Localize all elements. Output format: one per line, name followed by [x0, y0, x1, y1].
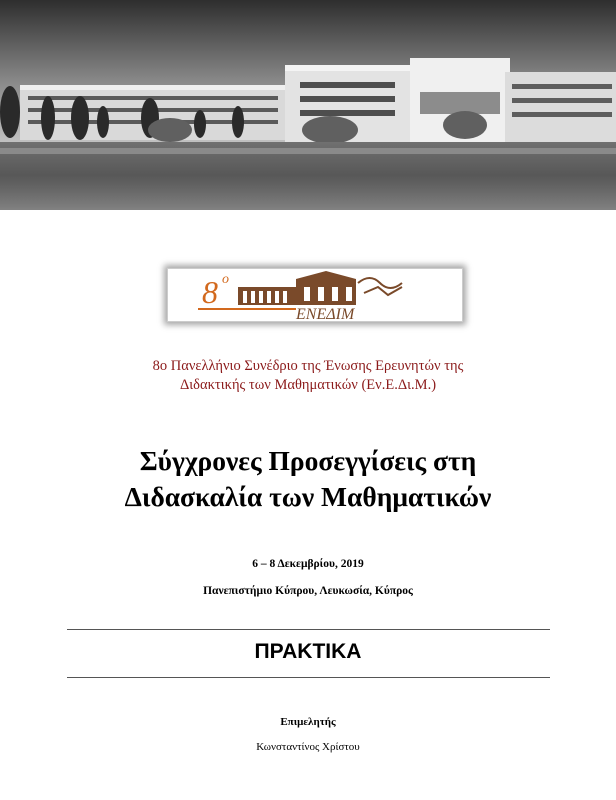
document-title-line1: Σύγχρονες Προσεγγίσεις στη — [139, 445, 477, 476]
logo-numeral: 8 — [202, 274, 218, 310]
logo-ornament-icon — [358, 278, 402, 295]
proceedings-heading: ΠΡΑΚΤΙΚΑ — [254, 640, 362, 663]
conference-venue: Πανεπιστήμιο Κύπρου, Λευκωσία, Κύπρος — [203, 585, 413, 597]
logo-wordmark: ΕΝΕΔΙΜ — [296, 306, 355, 321]
campus-photo — [0, 0, 616, 275]
logo-building-icon — [238, 271, 356, 305]
conference-logo — [167, 268, 463, 322]
conference-name-line2: Διδακτικής των Μαθηματικών (Εν.Ε.Δι.Μ.) — [179, 377, 437, 393]
editor-name: Κωνσταντίνος Χρίστου — [256, 741, 360, 753]
document-title-line2: Διδασκαλία των Μαθηματικών — [124, 481, 492, 512]
divider-bottom — [67, 677, 550, 678]
divider-top — [67, 629, 550, 630]
logo-superscript: ο — [222, 272, 229, 287]
editor-label: Επιμελητής — [280, 716, 336, 728]
conference-dates: 6 – 8 Δεκεμβρίου, 2019 — [252, 558, 364, 570]
conference-name-line1: 8ο Πανελλήνιο Συνέδριο της Ένωσης Ερευνητών της — [152, 358, 464, 374]
